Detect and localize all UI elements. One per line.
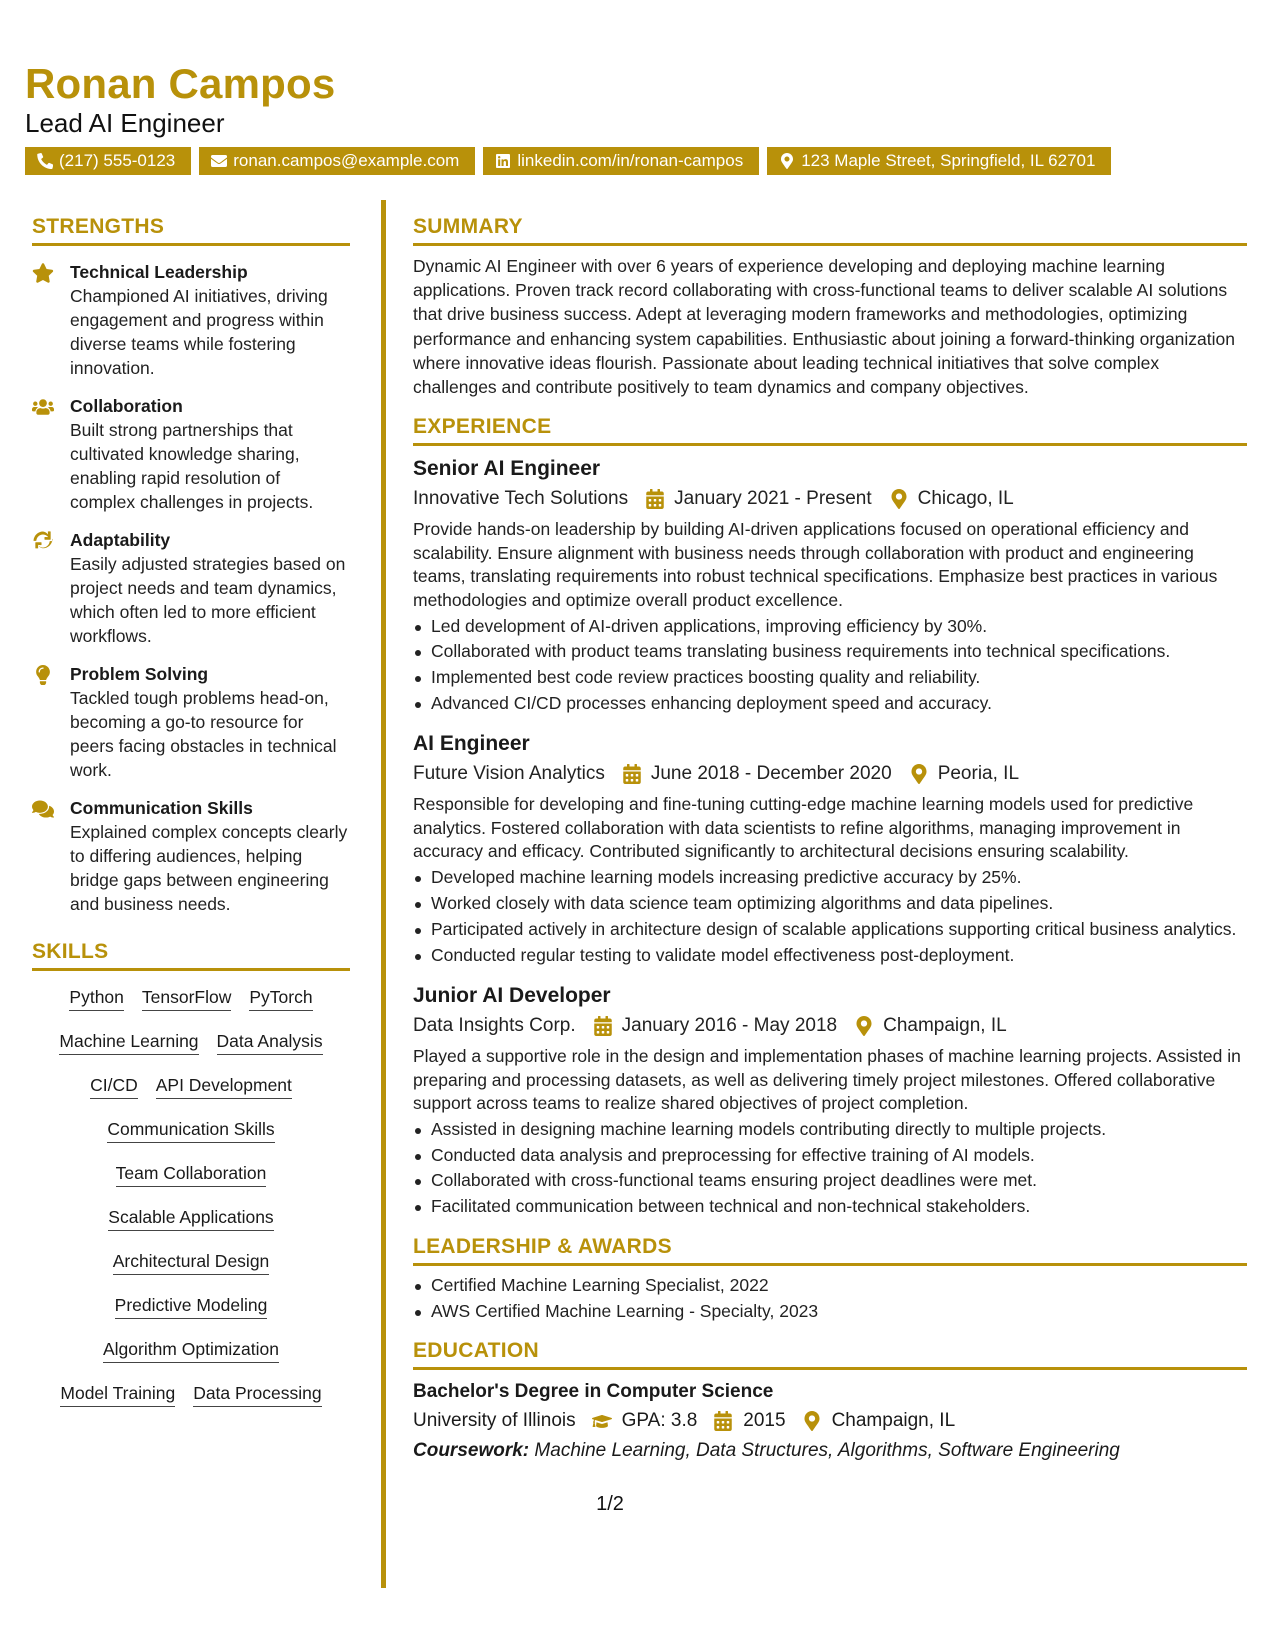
job-title: Senior AI Engineer: [413, 457, 601, 481]
skill-tag: Data Analysis: [217, 1029, 323, 1055]
list-item: Advanced CI/CD processes enhancing deployment speed and accuracy.: [413, 692, 1247, 716]
phone-icon: [37, 153, 53, 169]
list-item: Collaborated with cross-functional teams ensuring project deadlines were met.: [413, 1169, 1247, 1193]
column-divider: [381, 200, 386, 1588]
strength-item: [32, 394, 350, 514]
sync-icon: [32, 531, 54, 551]
job-company: Data Insights Corp.: [413, 1015, 576, 1037]
map-pin-icon: [779, 153, 795, 169]
degree-title: Bachelor's Degree in Computer Science: [413, 1381, 774, 1403]
list-item: Worked closely with data science team optimizing algorithms and data pipelines.: [413, 892, 1247, 916]
summary-text: Dynamic AI Engineer with over 6 years of experience developing and deploying machine learning applications. Proven track record collaborating with cross-functional teams to deliver scalable AI solutions that drive business success. Adept at leveraging modern frameworks and methodologies, optimizing performance and enhancing system capabilities. Enthusiastic about joining a forward-thinking organization where innovative ideas flourish. Passionate about leading technical initiatives that solve complex challenges and contribute positively to team dynamics and company objectives.: [413, 256, 1236, 398]
comments-icon: [32, 799, 54, 819]
skill-tag: Communication Skills: [107, 1117, 274, 1143]
contact-email[interactable]: [199, 147, 475, 175]
job-location: Peoria, IL: [937, 763, 1020, 785]
skill-tag: Machine Learning: [59, 1029, 198, 1055]
map-pin-icon: [890, 489, 908, 509]
skills-list: [32, 985, 350, 1407]
job-description: Provide hands-on leadership by building AI-driven applications focused on operational efficiency and scalability. Ensure alignment with business needs through collaboration with product and engineering teams, translating requirements into robust technical specifications. Emphasize best practices in various methodologies and optimize overall product excellence.: [413, 519, 1218, 610]
strength-item: [32, 796, 350, 916]
education-heading: EDUCATION: [413, 1339, 1247, 1370]
contact-address: [767, 147, 1111, 175]
skill-tag: Data Processing: [193, 1381, 321, 1407]
skill-tag: Python: [69, 985, 123, 1011]
skill-tag: PyTorch: [249, 985, 312, 1011]
map-pin-icon: [802, 1411, 822, 1431]
job-description: Played a supportive role in the design and implementation phases of machine learning projects. Assisted in preparing and processing datasets, as well as delivering timely project milestones. Offered collaborative support across teams to realize shared objectives of project completion.: [413, 1046, 1241, 1114]
skill-tag: Predictive Modeling: [115, 1293, 268, 1319]
skill-tag: TensorFlow: [142, 985, 231, 1011]
list-item: Led development of AI-driven applications, improving efficiency by 30%.: [413, 615, 1247, 639]
left-column: [32, 215, 350, 1407]
strength-item: [32, 662, 350, 782]
strength-title: Communication Skills: [70, 798, 253, 818]
list-item: Assisted in designing machine learning models contributing directly to multiple projects.: [413, 1118, 1247, 1142]
calendar-icon: [594, 1016, 612, 1036]
mail-icon: [211, 153, 227, 169]
job-title: AI Engineer: [413, 732, 530, 756]
job-title: Junior AI Developer: [413, 984, 611, 1008]
skill-tag: API Development: [156, 1073, 292, 1099]
strength-desc: Built strong partnerships that cultivated knowledge sharing, enabling rapid resolution of complex challenges in projects.: [70, 420, 314, 512]
star-icon: [32, 263, 54, 283]
calendar-icon: [713, 1411, 733, 1431]
strength-desc: Championed AI initiatives, driving engagement and progress within diverse teams while fostering innovation.: [70, 286, 328, 378]
skill-tag: Team Collaboration: [116, 1161, 267, 1187]
job-dates: January 2016 - May 2018: [621, 1015, 838, 1037]
awards-heading: LEADERSHIP & AWARDS: [413, 1235, 1247, 1266]
strength-desc: Explained complex concepts clearly to differing audiences, helping bridge gaps between engineering and business needs.: [70, 822, 348, 914]
contact-linkedin[interactable]: [483, 147, 759, 175]
resume-header: [25, 60, 1255, 175]
skill-tag: CI/CD: [90, 1073, 138, 1099]
strength-item: [32, 528, 350, 648]
strength-title: Adaptability: [70, 530, 171, 550]
candidate-title: Lead AI Engineer: [25, 108, 225, 139]
job-entry: [413, 454, 1247, 715]
summary-heading: SUMMARY: [413, 215, 1247, 246]
job-dates: June 2018 - December 2020: [650, 763, 892, 785]
candidate-name: Ronan Campos: [25, 60, 336, 107]
skill-tag: Algorithm Optimization: [103, 1337, 279, 1363]
strength-title: Collaboration: [70, 396, 183, 416]
skill-tag: Architectural Design: [113, 1249, 270, 1275]
strength-desc: Easily adjusted strategies based on project needs and team dynamics, which often led to more efficient workflows.: [70, 554, 346, 646]
skill-tag: Model Training: [60, 1381, 175, 1407]
list-item: Certified Machine Learning Specialist, 2022: [413, 1274, 1247, 1298]
strength-desc: Tackled tough problems head-on, becoming a go-to resource for peers facing obstacles in technical work.: [70, 688, 337, 780]
gpa-text: GPA: 3.8: [621, 1410, 698, 1432]
contact-phone[interactable]: [25, 147, 191, 175]
strength-item: [32, 260, 350, 380]
school-name: University of Illinois: [413, 1410, 576, 1432]
job-location: Champaign, IL: [883, 1015, 1007, 1037]
grad-year: 2015: [743, 1410, 786, 1432]
coursework-label: Coursework:: [413, 1440, 530, 1462]
calendar-icon: [623, 764, 641, 784]
calendar-icon: [646, 489, 664, 509]
job-company: Innovative Tech Solutions: [413, 488, 629, 510]
address-text: 123 Maple Street, Springfield, IL 62701: [801, 151, 1096, 171]
list-item: Participated actively in architecture design of scalable applications supporting critical business analytics.: [413, 918, 1247, 942]
strengths-heading: STRENGTHS: [32, 215, 350, 246]
job-description: Responsible for developing and fine-tuning cutting-edge machine learning models used for predictive analytics. Fostered collaboration with data scientists to refine algorithms, managing improvement in accuracy and efficacy. Contributed significantly to architectural decisions ensuring scalability.: [413, 794, 1194, 862]
graduation-cap-icon: [592, 1411, 612, 1431]
linkedin-icon: [495, 153, 511, 169]
experience-heading: EXPERIENCE: [413, 415, 1247, 446]
contact-bar: [25, 147, 1255, 175]
list-item: Facilitated communication between technical and non-technical stakeholders.: [413, 1195, 1247, 1219]
strength-title: Problem Solving: [70, 664, 209, 684]
skills-heading: SKILLS: [32, 940, 350, 971]
map-pin-icon: [855, 1016, 873, 1036]
coursework: [413, 1436, 1247, 1466]
list-item: Developed machine learning models increasing predictive accuracy by 25%.: [413, 866, 1247, 890]
coursework-list: Machine Learning, Data Structures, Algorithms, Software Engineering: [529, 1440, 1120, 1462]
strength-title: Technical Leadership: [70, 262, 248, 282]
school-location: Champaign, IL: [831, 1410, 956, 1432]
list-item: Conducted data analysis and preprocessing for effective training of AI models.: [413, 1144, 1247, 1168]
job-location: Chicago, IL: [917, 488, 1014, 510]
job-dates: January 2021 - Present: [674, 488, 872, 510]
page-indicator: 1/2: [596, 1493, 624, 1515]
skill-tag: Scalable Applications: [108, 1205, 273, 1231]
job-entry: [413, 729, 1247, 967]
list-item: Conducted regular testing to validate model effectiveness post-deployment.: [413, 944, 1247, 968]
linkedin-text: linkedin.com/in/ronan-campos: [517, 151, 744, 171]
list-item: AWS Certified Machine Learning - Specialty, 2023: [413, 1300, 1247, 1324]
email-text: ronan.campos@example.com: [233, 151, 460, 171]
phone-text: (217) 555-0123: [59, 151, 176, 171]
list-item: Collaborated with product teams translating business requirements into technical specifications.: [413, 640, 1247, 664]
right-column: [413, 215, 1247, 1466]
list-item: Implemented best code review practices boosting quality and reliability.: [413, 666, 1247, 690]
job-entry: [413, 981, 1247, 1219]
map-pin-icon: [910, 764, 928, 784]
job-company: Future Vision Analytics: [413, 763, 605, 785]
lightbulb-icon: [32, 665, 54, 685]
users-icon: [32, 397, 54, 417]
